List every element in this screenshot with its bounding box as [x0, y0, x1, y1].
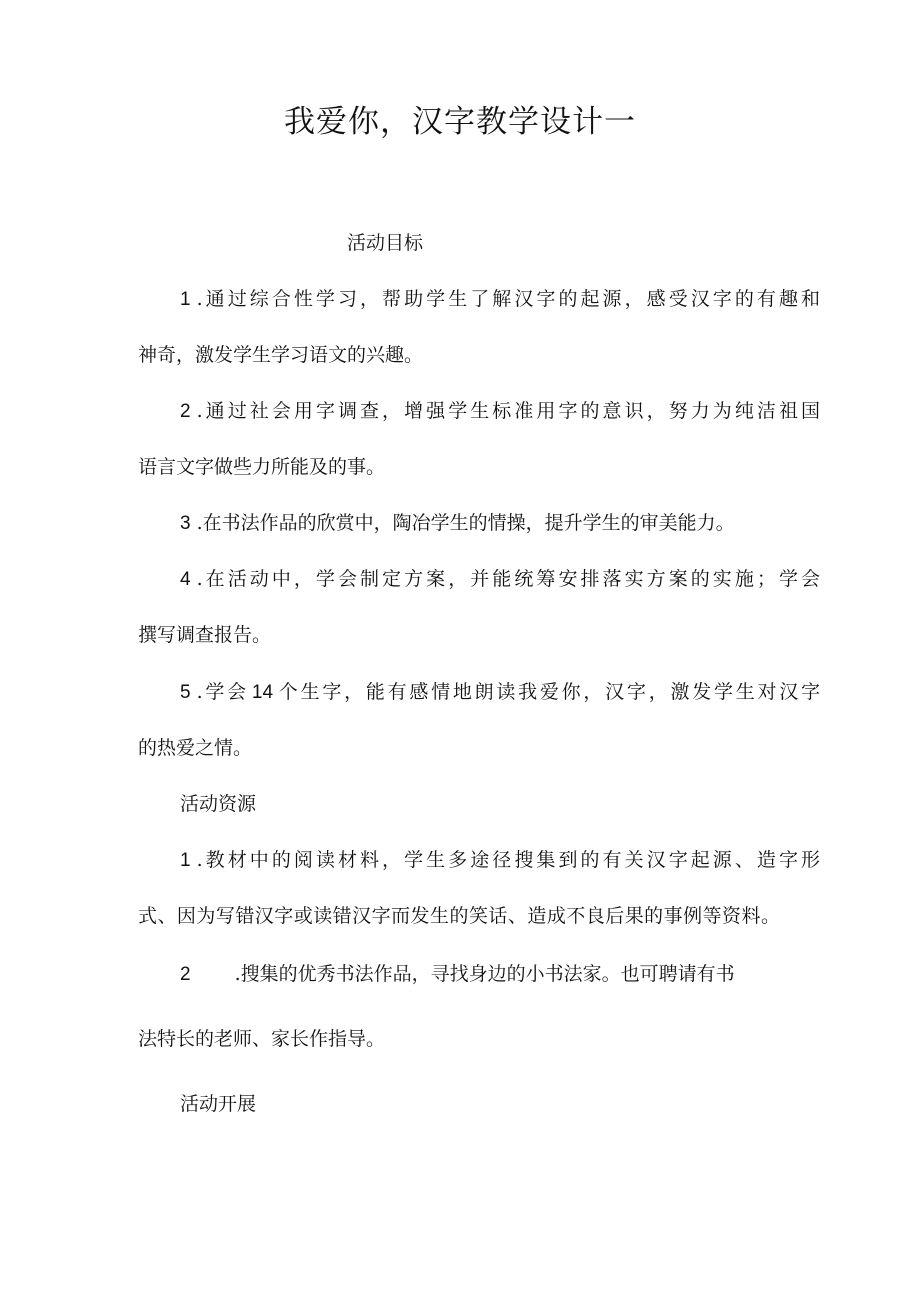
goal-item-5-line-1: [180, 678, 820, 707]
goal-item-4-text: .在活动中，学会制定方案，并能统筹安排落实方案的实施；学会: [196, 568, 820, 590]
goal-item-5-number: 5: [180, 682, 191, 703]
document-title: 我爱你，汉字教学设计一: [284, 104, 636, 140]
goal-item-3-number: 3: [180, 513, 191, 534]
goal-item-3-line-1: [180, 509, 735, 538]
resource-item-2-text: .搜集的优秀书法作品，寻找身边的小书法家。也可聘请有书: [234, 963, 735, 985]
goal-item-2-text: .通过社会用字调查，增强学生标准用字的意识，努力为纯洁祖国: [196, 400, 820, 422]
goal-item-5-count: 14: [251, 682, 274, 703]
goal-item-4-number: 4: [180, 569, 191, 590]
resource-item-1-text: .教材中的阅读材料，学生多途径搜集到的有关汉字起源、造字形: [196, 849, 820, 871]
resource-item-1-line-2: 式、因为写错汉字或读错汉字而发生的笑话、造成不良后果的事例等资料。: [138, 905, 780, 927]
goal-item-5-text-b: 个生字，能有感情地朗读我爱你，汉字，激发学生对汉字: [276, 681, 820, 703]
goal-item-1-text: .通过综合性学习，帮助学生了解汉字的起源，感受汉字的有趣和: [196, 288, 820, 310]
resource-item-1-number: 1: [180, 850, 191, 871]
resource-item-2-line-2: 法特长的老师、家长作指导。: [138, 1028, 386, 1050]
resource-item-2-line-1: [180, 960, 735, 989]
section-heading-resources: 活动资源: [180, 793, 257, 815]
goal-item-2-line-1: [180, 397, 820, 426]
goal-item-1-line-1: [180, 285, 820, 314]
goal-item-3-text: .在书法作品的欣赏中，陶冶学生的情操，提升学生的审美能力。: [196, 512, 735, 534]
goal-item-1-line-2: 神奇，激发学生学习语文的兴趣。: [138, 344, 424, 366]
section-heading-goals: 活动目标: [347, 232, 424, 254]
goal-item-2-number: 2: [180, 401, 191, 422]
goal-item-2-line-2: 语言文字做些力所能及的事。: [138, 456, 386, 478]
goal-item-5-line-2: 的热爱之情。: [138, 737, 253, 759]
resource-item-2-number: 2: [180, 964, 191, 985]
goal-item-4-line-1: [180, 565, 820, 594]
goal-item-4-line-2: 撰写调查报告。: [138, 624, 272, 646]
section-heading-development: 活动开展: [180, 1093, 257, 1115]
goal-item-1-number: 1: [180, 289, 191, 310]
resource-item-1-line-1: [180, 846, 820, 875]
goal-item-5-text-a: .学会: [196, 681, 249, 703]
